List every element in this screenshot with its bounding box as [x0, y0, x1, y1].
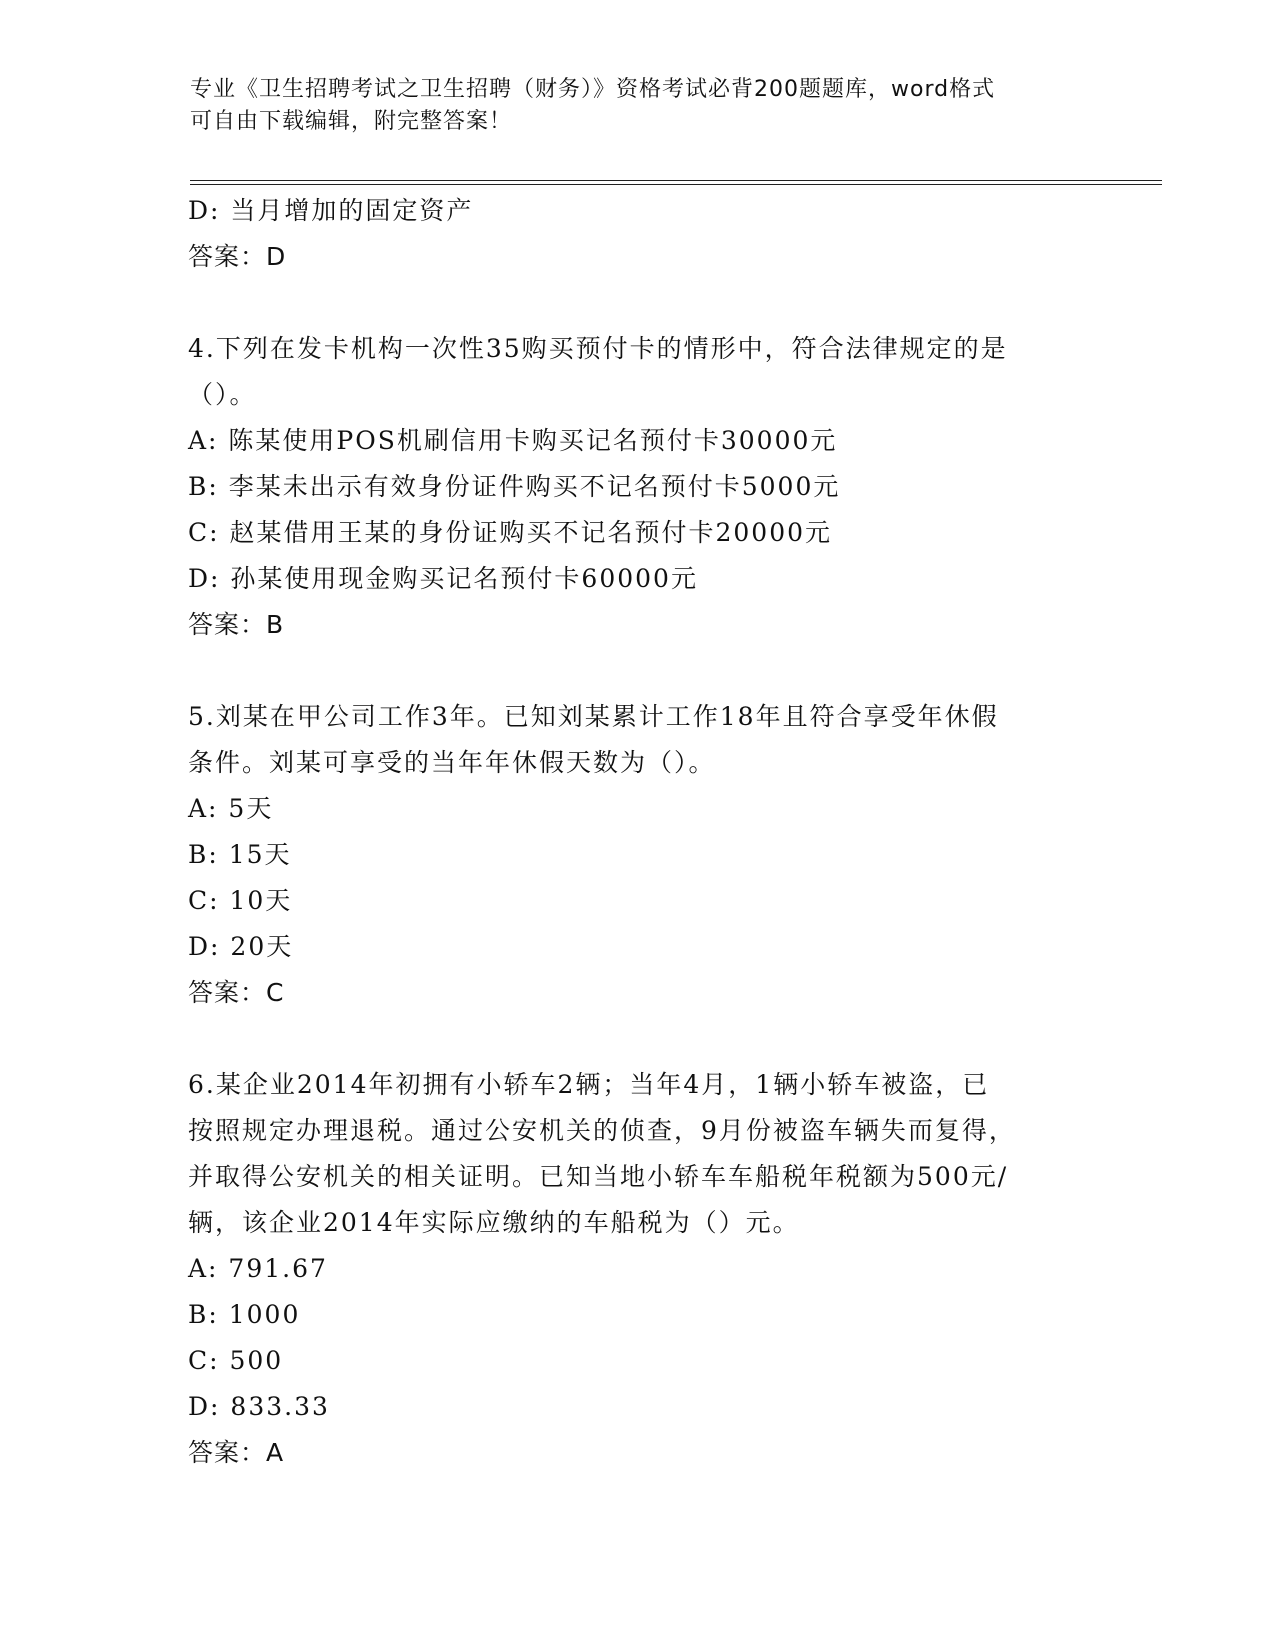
spacer: [188, 648, 1088, 694]
option-c: C: 500: [188, 1346, 284, 1375]
document-header: [190, 74, 1070, 138]
question-stem-line: 5.刘某在甲公司工作3年。已知刘某累计工作18年且符合享受年休假: [188, 702, 999, 731]
option-b: B: 15天: [188, 840, 292, 869]
question-list: [188, 188, 1088, 1476]
option-a: A: 791.67: [188, 1254, 328, 1283]
question-stem-line: 辆，该企业2014年实际应缴纳的车船税为（）元。: [188, 1208, 800, 1237]
option-a: A: 5天: [188, 794, 274, 823]
question-5: [188, 694, 1088, 1016]
answer-line: 答案：A: [188, 1438, 285, 1467]
header-divider-bottom: [190, 184, 1162, 185]
option-d: D: 833.33: [188, 1392, 330, 1421]
option-c: C: 赵某借用王某的身份证购买不记名预付卡20000元: [188, 518, 833, 547]
question-stem-line: 4.下列在发卡机构一次性35购买预付卡的情形中，符合法律规定的是: [188, 334, 1008, 363]
option-a: A: 陈某使用POS机刷信用卡购买记名预付卡30000元: [188, 426, 838, 455]
question-stem-line: 并取得公安机关的相关证明。已知当地小轿车车船税年税额为500元/: [188, 1162, 1009, 1191]
answer-line: 答案：B: [188, 610, 285, 639]
question-stem-line: 6.某企业2014年初拥有小轿车2辆；当年4月，1辆小轿车被盗，已: [188, 1070, 990, 1099]
question-3-tail: [188, 188, 1088, 280]
question-stem-line: 条件。刘某可享受的当年年休假天数为（）。: [188, 748, 716, 777]
option-b: B: 李某未出示有效身份证件购买不记名预付卡5000元: [188, 472, 841, 501]
header-line-1: 专业《卫生招聘考试之卫生招聘（财务）》资格考试必背200题题库，word格式: [190, 77, 996, 102]
question-stem-line: （）。: [188, 380, 257, 409]
option-d: D: 20天: [188, 932, 294, 961]
question-6: [188, 1062, 1088, 1476]
answer-line: 答案：D: [188, 242, 287, 271]
spacer: [188, 1016, 1088, 1062]
spacer: [188, 280, 1088, 326]
option-b: B: 1000: [188, 1300, 301, 1329]
option-d: D: 孙某使用现金购买记名预付卡60000元: [188, 564, 698, 593]
question-stem-line: 按照规定办理退税。通过公安机关的侦查，9月份被盗车辆失而复得，: [188, 1116, 1016, 1145]
header-divider-top: [190, 180, 1162, 181]
option-d: D: 当月增加的固定资产: [188, 196, 474, 225]
answer-line: 答案：C: [188, 978, 285, 1007]
header-line-2: 可自由下载编辑，附完整答案！: [190, 109, 513, 134]
option-c: C: 10天: [188, 886, 293, 915]
question-4: [188, 326, 1088, 648]
